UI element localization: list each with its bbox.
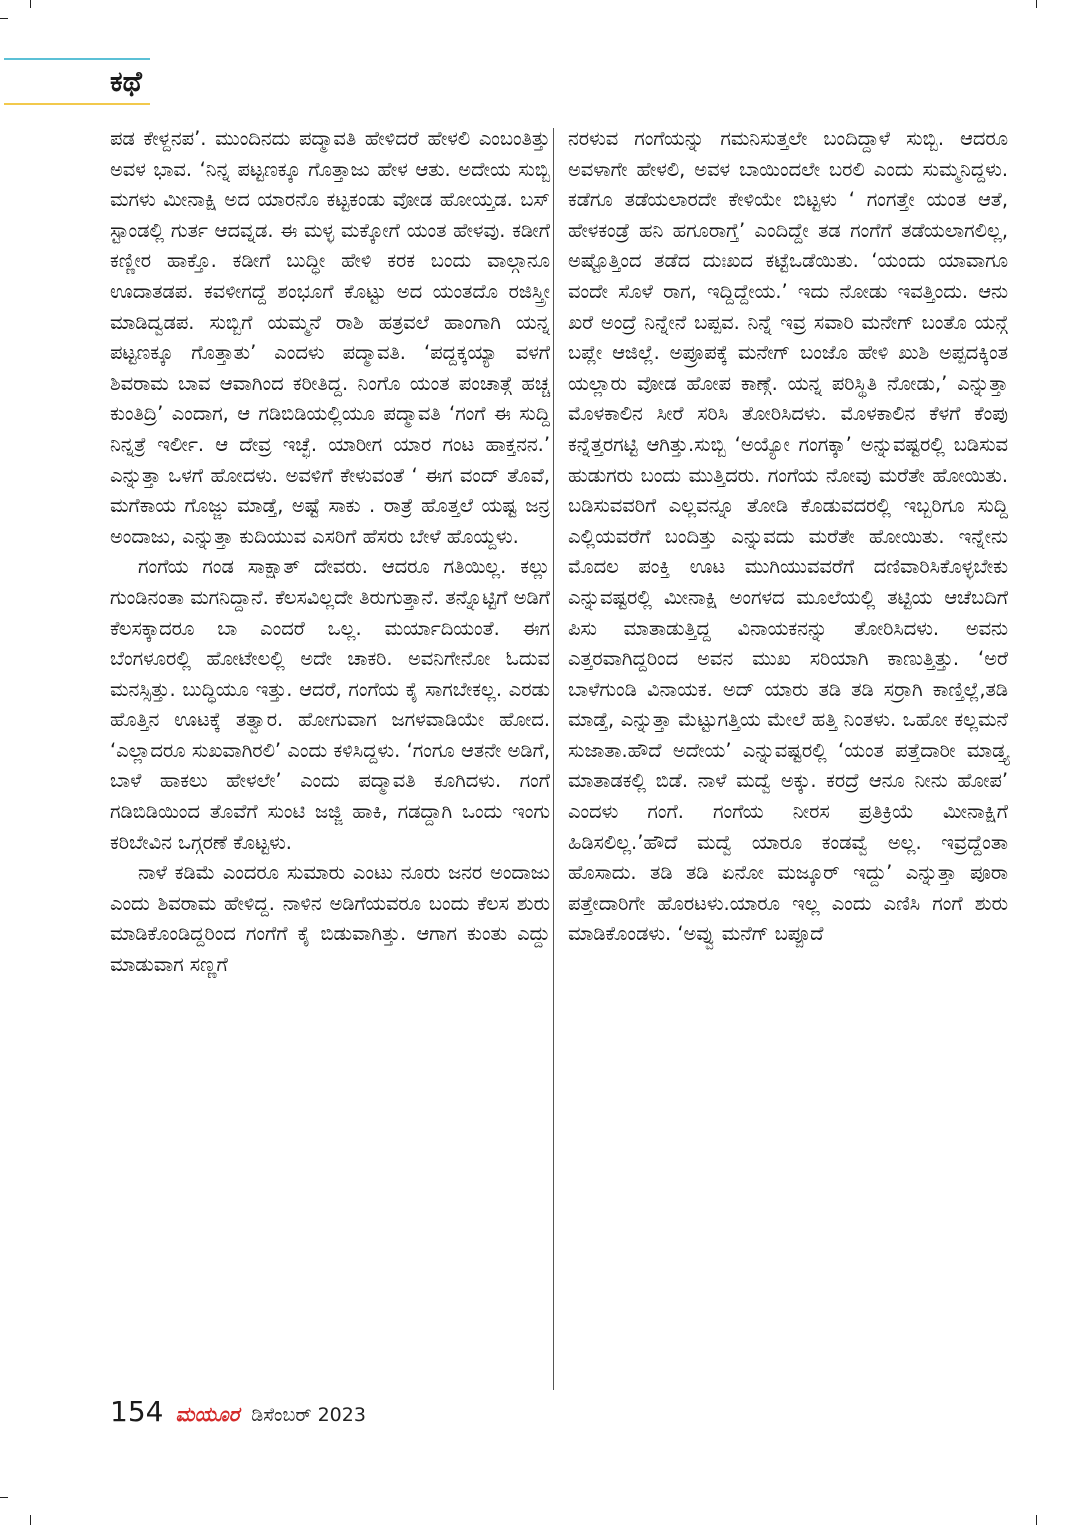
page-footer: [110, 1392, 366, 1432]
section-top-rule: [4, 58, 150, 60]
section-label: ಕಥೆ: [110, 65, 142, 98]
crop-mark: [1036, 0, 1037, 8]
crop-mark: [0, 18, 8, 19]
left-column: [110, 124, 550, 981]
issue-date: ಡಿಸೆಂಬರ್ 2023: [251, 1404, 366, 1426]
page-number: 154: [110, 1395, 164, 1428]
crop-mark: [30, 0, 31, 8]
magazine-name: ಮಯೂರ: [175, 1402, 240, 1426]
paragraph: ಗಂಗೆಯ ಗಂಡ ಸಾಕ್ಷಾತ್ ದೇವರು. ಆದರೂ ಗತಿಯಿಲ್ಲ. ಕಲ್ಲು ಗುಂಡಿನಂತಾ ಮಗನಿದ್ದಾನೆ. ಕೆಲಸವಿಲ್ಲದೇ ತಿರುಗುತ್ತಾನೆ. ತನ್ನೊಟ್ಟಿಗೆ ಅಡಿಗೆ ಕೆಲಸಕ್ಕಾದರೂ ಬಾ ಎಂದರೆ ಒಲ್ಲ. ಮರ್ಯಾದಿಯಂತೆ. ಈಗ ಬೆಂಗಳೂರಲ್ಲಿ ಹೋಟೇಲಲ್ಲಿ ಅದೇ ಚಾಕರಿ. ಅವನಿಗೇನೋ ಓದುವ ಮನಸ್ಸಿತ್ತು. ಬುದ್ಧಿಯೂ ಇತ್ತು. ಆದರೆ, ಗಂಗೆಯ ಕೈ ಸಾಗಬೇಕಲ್ಲ. ಎರಡು ಹೊತ್ತಿನ ಊಟಕ್ಕೆ ತತ್ವಾರ. ಹೋಗುವಾಗ ಜಗಳವಾಡಿಯೇ ಹೋದ. ‘ಎಲ್ಲಾದರೂ ಸುಖವಾಗಿರಲಿ’ ಎಂದು ಕಳಿಸಿದ್ದಳು. ‘ಗಂಗೂ ಆತನೇ ಅಡಿಗೆ, ಬಾಳೆ ಹಾಕಲು ಹೇಳಲೇ’ ಎಂದು ಪದ್ಮಾವತಿ ಕೂಗಿದಳು. ಗಂಗೆ ಗಡಿಬಿಡಿಯಿಂದ ತೊವೆಗೆ ಸುಂಟಿ ಜಜ್ಜಿ ಹಾಕಿ, ಗಡದ್ದಾಗಿ ಒಂದು ಇಂಗು ಕರಿಬೇವಿನ ಒಗ್ಗರಣೆ ಕೊಟ್ಟಳು.: [110, 555, 550, 854]
right-column: [568, 124, 1008, 950]
crop-mark: [30, 1515, 31, 1525]
paragraph: ನಾಳೆ ಕಡಿಮೆ ಎಂದರೂ ಸುಮಾರು ಎಂಟು ನೂರು ಜನರ ಅಂದಾಜು ಎಂದು ಶಿವರಾಮ ಹೇಳಿದ್ದ. ನಾಳಿನ ಅಡಿಗೆಯವರೂ ಬಂದು ಕೆಲಸ ಶುರು ಮಾಡಿಕೊಂಡಿದ್ದರಿಂದ ಗಂಗೆಗೆ ಕೈ ಬಿಡುವಾಗಿತ್ತು. ಆಗಾಗ ಕುಂತು ಎದ್ದು ಮಾಡುವಾಗ ಸಣ್ಣಗೆ: [110, 861, 550, 977]
crop-mark: [0, 1497, 8, 1498]
paragraph: ನರಳುವ ಗಂಗೆಯನ್ನು ಗಮನಿಸುತ್ತಲೇ ಬಂದಿದ್ದಾಳೆ ಸುಬ್ಬಿ. ಆದರೂ ಅವಳಾಗೇ ಹೇಳಲಿ, ಅವಳ ಬಾಯಿಂದಲೇ ಬರಲಿ ಎಂದು ಸುಮ್ಮನಿದ್ದಳು. ಕಡೆಗೂ ತಡೆಯಲಾರದೇ ಕೇಳಿಯೇ ಬಿಟ್ಟಳು ‘ ಗಂಗತ್ತೇ ಯಂತ ಆತೆ, ಹೇಳಕಂಡ್ರೆ ಹನಿ ಹಗೂರಾಗ್ತೆ’ ಎಂದಿದ್ದೇ ತಡ ಗಂಗೆಗೆ ತಡೆಯಲಾಗಲಿಲ್ಲ, ಅಷ್ಟೊತ್ತಿಂದ ತಡೆದ ದುಃಖದ ಕಟ್ಟೆಒಡೆಯಿತು. ‘ಯಂದು ಯಾವಾಗೂ ವಂದೇ ಸೊಳೆ ರಾಗ, ಇದ್ದಿದ್ದೇಯ.’ ಇದು ನೋಡು ಇವತ್ತಿಂದು. ಆನು ಖರೆ ಅಂದ್ರೆ ನಿನ್ನೇನೆ ಬಪ್ಪವ. ನಿನ್ನೆ ಇವ್ರ ಸವಾರಿ ಮನೇಗ್ ಬಂತೊ ಯನ್ಗೆ ಬಪ್ಲೇ ಆಜಿಲ್ಲೆ. ಅಪ್ರೂಪಕ್ಕೆ ಮನೇಗ್ ಬಂಜೊ ಹೇಳಿ ಖುಶಿ ಅಪ್ಪದಕ್ಕಿಂತ ಯಲ್ಲಾರು ವೋಡ ಹೋಪ ಕಾಣ್ಗೆ. ಯನ್ನ ಪರಿಸ್ಥಿತಿ ನೋಡು,’ ಎನ್ನುತ್ತಾ ಮೊಳಕಾಲಿನ ಸೀರೆ ಸರಿಸಿ ತೋರಿಸಿದಳು. ಮೊಳಕಾಲಿನ ಕೆಳಗೆ ಕೆಂಪು ಕನ್ನೆತ್ತರಗಟ್ಟಿ ಆಗಿತ್ತು.ಸುಬ್ಬಿ ‘ಅಯ್ಯೋ ಗಂಗಕ್ಕಾ’ ಅನ್ನುವಷ್ಟರಲ್ಲಿ ಬಡಿಸುವ ಹುಡುಗರು ಬಂದು ಮುತ್ತಿದರು. ಗಂಗೆಯ ನೋವು ಮರೆತೇ ಹೋಯಿತು. ಬಡಿಸುವವರಿಗೆ ಎಲ್ಲವನ್ನೂ ತೋಡಿ ಕೊಡುವದರಲ್ಲಿ ಇಬ್ಬರಿಗೂ ಸುದ್ದಿ ಎಲ್ಲಿಯವರೆಗೆ ಬಂದಿತ್ತು ಎನ್ನುವದು ಮರೆತೇ ಹೋಯಿತು. ಇನ್ನೇನು ಮೊದಲ ಪಂಕ್ತಿ ಊಟ ಮುಗಿಯುವವರೆಗೆ ದಣಿವಾರಿಸಿಕೊಳ್ಳಬೇಕು ಎನ್ನುವಷ್ಟರಲ್ಲಿ ಮೀನಾಕ್ಷಿ ಅಂಗಳದ ಮೂಲೆಯಲ್ಲಿ ತಟ್ಟಿಯ ಆಚೆಬದಿಗೆ ಪಿಸು ಮಾತಾಡುತ್ತಿದ್ದ ವಿನಾಯಕನನ್ನು ತೋರಿಸಿದಳು. ಅವನು ಎತ್ತರವಾಗಿದ್ದರಿಂದ ಅವನ ಮುಖ ಸರಿಯಾಗಿ ಕಾಣುತ್ತಿತ್ತು. ‘ಅರೆ ಬಾಳೆಗುಂಡಿ ವಿನಾಯಕ. ಅದ್ ಯಾರು ತಡಿ ತಡಿ ಸರ್ರಾಗಿ ಕಾಣ್ತಿಲ್ಲೆ,ತಡಿ ಮಾಡ್ತೆ, ಎನ್ನುತ್ತಾ ಮೆಟ್ಟುಗತ್ತಿಯ ಮೇಲೆ ಹತ್ತಿ ನಿಂತಳು. ಒಹೋ ಕಲ್ಲಮನೆ ಸುಜಾತಾ.ಹೌದೆ ಅದೇಯ’ ಎನ್ನುವಷ್ಟರಲ್ಲಿ ‘ಯಂತ ಪತ್ತೆದಾರೀ ಮಾಡ್ತ್ಯ ಮಾತಾಡಕಲ್ಲಿ ಬಿಡೆ. ನಾಳೆ ಮದ್ವೆ ಅಕ್ಕು. ಕರದ್ರೆ ಆನೂ ನೀನು ಹೋಪ’ ಎಂದಳು ಗಂಗೆ. ಗಂಗೆಯ ನೀರಸ ಪ್ರತಿಕ್ರಿಯೆ ಮೀನಾಕ್ಷಿಗೆ ಹಿಡಿಸಲಿಲ್ಲ.’ಹೌದೆ ಮದ್ವೆ ಯಾರೂ ಕಂಡವ್ವೆ ಅಲ್ಲ. ಇವ್ರದ್ದೆಂತಾ ಹೊಸಾದು. ತಡಿ ತಡಿ ಏನೋ ಮಜ್ಕೂರ್ ಇದ್ದು’ ಎನ್ನುತ್ತಾ ಪೂರಾ ಪತ್ತೇದಾರಿಗೇ ಹೊರಟಳು.ಯಾರೂ ಇಲ್ಲ ಎಂದು ಎಣಿಸಿ ಗಂಗೆ ಶುರು ಮಾಡಿಕೊಂಡಳು. ‘ಅವ್ವು ಮನೆಗ್ ಬಪ್ಪೂದೆ: [568, 127, 1008, 946]
section-bottom-rule: [4, 103, 150, 105]
column-divider: [553, 128, 554, 1390]
paragraph: ಪಡ ಕೇಳ್ದನಪ’. ಮುಂದಿನದು ಪದ್ಮಾವತಿ ಹೇಳಿದರೆ ಹೇಳಲಿ ಎಂಬಂತಿತ್ತು ಅವಳ ಭಾವ. ‘ನಿನ್ನ ಪಟ್ಟಣಕ್ಕೂ ಗೊತ್ತಾಜು ಹೇಳ ಆತು. ಅದೇಯ ಸುಬ್ಬಿ ಮಗಳು ಮೀನಾಕ್ಷಿ ಅದ ಯಾರನೊ ಕಟ್ಟಕಂಡು ವೋಡ ಹೋಯ್ತಡ. ಬಸ್ ಸ್ಟಾಂಡಲ್ಲಿ ಗುರ್ತ ಆದವ್ನಡ. ಈ ಮಳ್ಳ ಮಕ್ಕೋಗೆ ಯಂತ ಹೇಳವು. ಕಡೀಗೆ ಕಣ್ಣೀರ ಹಾಕ್ತೊ. ಕಡೀಗೆ ಬುದ್ಧೀ ಹೇಳಿ ಕರಕ ಬಂದು ವಾಲ್ಗಾನೂ ಊದಾತಡಪ. ಕವಳೀಗದ್ದೆ ಶಂಭೂಗೆ ಕೊಟ್ಟು ಅದ ಯಂತದೊ ರಜಿಸ್ತ್ರೀ ಮಾಡಿದ್ವಡಪ. ಸುಬ್ಬಿಗೆ ಯಮ್ಮನೆ ರಾಶಿ ಹತ್ರವಲೆ ಹಾಂಗಾಗಿ ಯನ್ನ ಪಟ್ಟಣಕ್ಕೂ ಗೊತ್ತಾತು’ ಎಂದಳು ಪದ್ಮಾವತಿ. ‘ಪದ್ದಕ್ಕಯ್ಯಾ ವಳಗೆ ಶಿವರಾಮ ಬಾವ ಆವಾಗಿಂದ ಕರೀತಿದ್ದ. ನಿಂಗೊ ಯಂತ ಪಂಚಾತ್ಗೆ ಹಚ್ಚ ಕುಂತಿದ್ರಿ’ ಎಂದಾಗ, ಆ ಗಡಿಬಿಡಿಯಲ್ಲಿಯೂ ಪದ್ಮಾವತಿ ‘ಗಂಗೆ ಈ ಸುದ್ದಿ ನಿನ್ನತ್ರೆ ಇರ್ಲೀ. ಆ ದೇವ್ರ ಇಚ್ಛೆ. ಯಾರೀಗ ಯಾರ ಗಂಟ ಹಾಕ್ತನನ.’ ಎನ್ನುತ್ತಾ ಒಳಗೆ ಹೋದಳು. ಅವಳಿಗೆ ಕೇಳುವಂತೆ ‘ ಈಗ ವಂದ್ ತೊವೆ, ಮಗೆಕಾಯ ಗೊಜ್ಜು ಮಾಡ್ತೆ, ಅಷ್ಟೆ ಸಾಕು . ರಾತ್ರೆ ಹೊತ್ತಲೆ ಯಷ್ಟ ಜನ್ರ ಅಂದಾಜು, ಎನ್ನುತ್ತಾ ಕುದಿಯುವ ಎಸರಿಗೆ ಹೆಸರು ಬೇಳೆ ಹೊಯ್ದಳು.: [110, 127, 550, 548]
crop-mark: [1036, 1515, 1037, 1525]
